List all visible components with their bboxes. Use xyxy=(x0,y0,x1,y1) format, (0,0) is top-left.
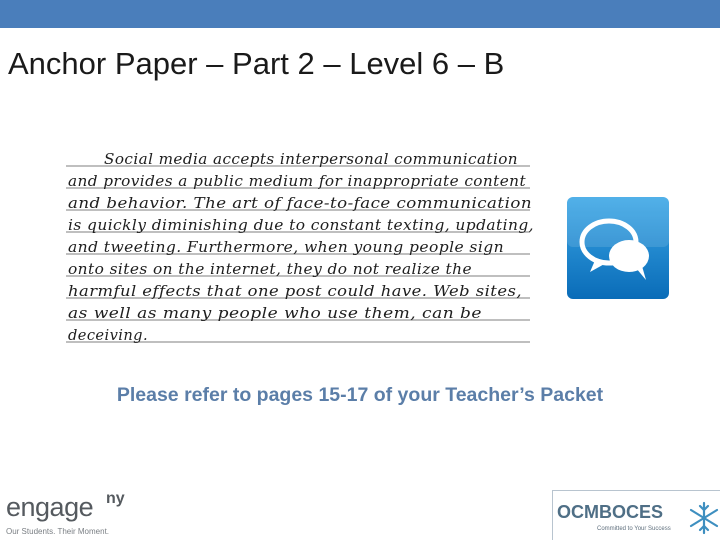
engageny-logo xyxy=(4,490,144,540)
engage-logo-ny: ny xyxy=(106,490,125,507)
chat-bubbles-icon xyxy=(566,196,670,300)
handwritten-line: onto sites on the internet, they do not realize the xyxy=(68,262,472,278)
boces-logo-tagline: Committed to Your Success xyxy=(597,526,671,532)
top-accent-bar xyxy=(0,0,720,28)
engage-logo-tagline: Our Students. Their Moment. xyxy=(6,527,110,536)
handwritten-line: is quickly diminishing due to constant texting, updating, xyxy=(68,218,534,234)
handwritten-line: harmful effects that one post could have. Web sites, xyxy=(68,284,522,300)
handwritten-line: and provides a public medium for inappropriate content xyxy=(68,174,526,190)
boces-logo-word: OCMBOCES xyxy=(557,502,664,522)
ocmboces-logo xyxy=(552,490,720,540)
snowflake-icon xyxy=(689,497,719,539)
handwritten-line: and tweeting. Furthermore, when young people sign xyxy=(68,240,505,256)
handwritten-line: and behavior. The art of face-to-face communication xyxy=(68,196,532,212)
engage-logo-word: engage xyxy=(6,492,94,522)
handwriting-image xyxy=(58,146,538,346)
handwritten-anchor-paper xyxy=(58,146,538,346)
handwritten-line: as well as many people who use them, can be xyxy=(68,306,482,322)
slide-title: Anchor Paper – Part 2 – Level 6 – B xyxy=(8,46,505,81)
handwritten-line: Social media accepts interpersonal communication xyxy=(104,152,518,168)
handwritten-line: deceiving. xyxy=(68,328,148,344)
teacher-packet-note: Please refer to pages 15-17 of your Teacher’s Packet xyxy=(116,384,604,406)
